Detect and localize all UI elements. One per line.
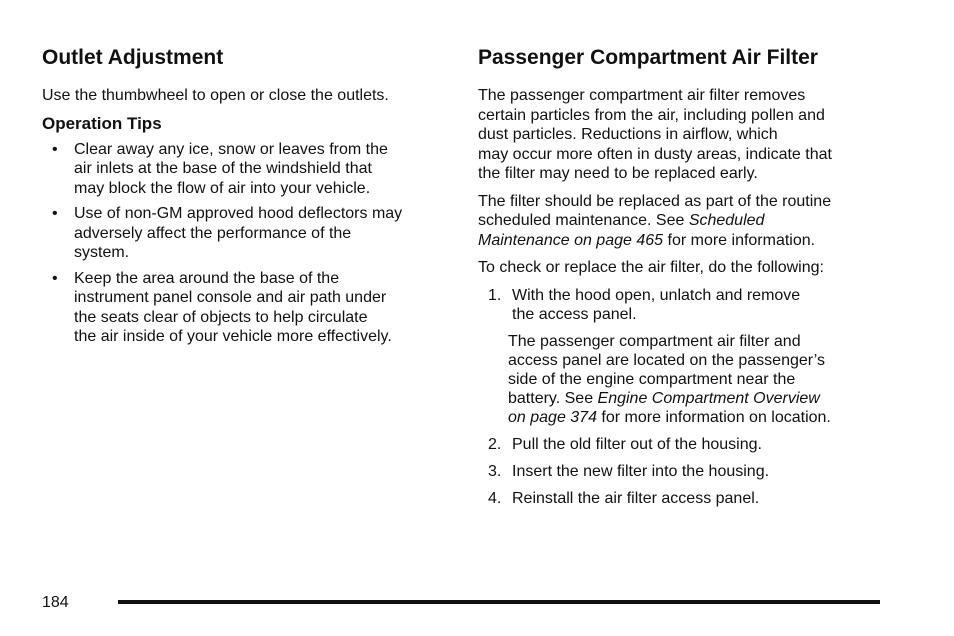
scheduled-maintenance-reference: Maintenance on page 465 <box>478 231 664 249</box>
right-column <box>478 45 888 516</box>
air-filter-heading: Passenger Compartment Air Filter <box>478 46 818 69</box>
air-filter-para-3: To check or replace the air filter, do the following: <box>478 259 824 276</box>
operation-tips-heading: Operation Tips <box>42 113 162 133</box>
list-item: • Use of non-GM approved hood deflectors may adversely affect the performance of the system. <box>52 205 403 261</box>
list-item: • Keep the area around the base of the instrument panel console and air path under the seats clear of objects to help circulate the air inside of your vehicle more effectively. <box>52 269 392 345</box>
page-number: 184 <box>42 594 69 611</box>
replacement-steps-list <box>478 286 888 508</box>
list-item: 4. Reinstall the air filter access panel. <box>488 489 760 507</box>
step-number: 4. <box>488 489 502 507</box>
outlet-intro: Use the thumbwheel to open or close the outlets. <box>42 87 389 104</box>
bullet-icon: • <box>52 140 58 158</box>
operation-tips-list <box>42 140 452 347</box>
list-item: 1. With the hood open, unlatch and remove the access panel. The passenger compartment air filter and access panel are located on the passenger’s side of the engine compartment near the battery. See Engine Compartment Overview on page 374 for more information on location. <box>478 286 888 427</box>
list-item: • Clear away any ice, snow or leaves from the air inlets at the base of the windshield that may block the flow of air into your vehicle. <box>52 140 388 197</box>
footer-rule <box>118 600 880 604</box>
step-number: 3. <box>488 462 502 480</box>
bullet-icon: • <box>52 269 58 287</box>
list-item: 3. Insert the new filter into the housing. <box>488 462 770 480</box>
step-number: 2. <box>488 435 502 453</box>
step-number: 1. <box>488 286 502 304</box>
left-column <box>42 45 452 353</box>
air-filter-para-1: The passenger compartment air filter removes certain particles from the air, including pollen and dust particles. Reductions in airflow, which may occur more often in dusty areas, indicate that the filter may need to be replaced early. <box>478 87 832 182</box>
step-1-note: The passenger compartment air filter and access panel are located on the passenger’s side of the engine compartment near the battery. See Engine Compartment Overview on page 374 for more information on location. <box>508 332 831 426</box>
engine-compartment-reference: Engine Compartment Overview <box>597 389 820 407</box>
outlet-adjustment-heading: Outlet Adjustment <box>42 46 224 69</box>
engine-compartment-reference: on page 374 <box>508 408 597 426</box>
list-item: 2. Pull the old filter out of the housing. <box>488 435 762 453</box>
scheduled-maintenance-reference: Scheduled <box>688 212 765 229</box>
air-filter-para-2: The filter should be replaced as part of the routine scheduled maintenance. See Scheduled Maintenance on page 465 for more information. <box>478 192 832 249</box>
bullet-icon: • <box>52 205 58 222</box>
